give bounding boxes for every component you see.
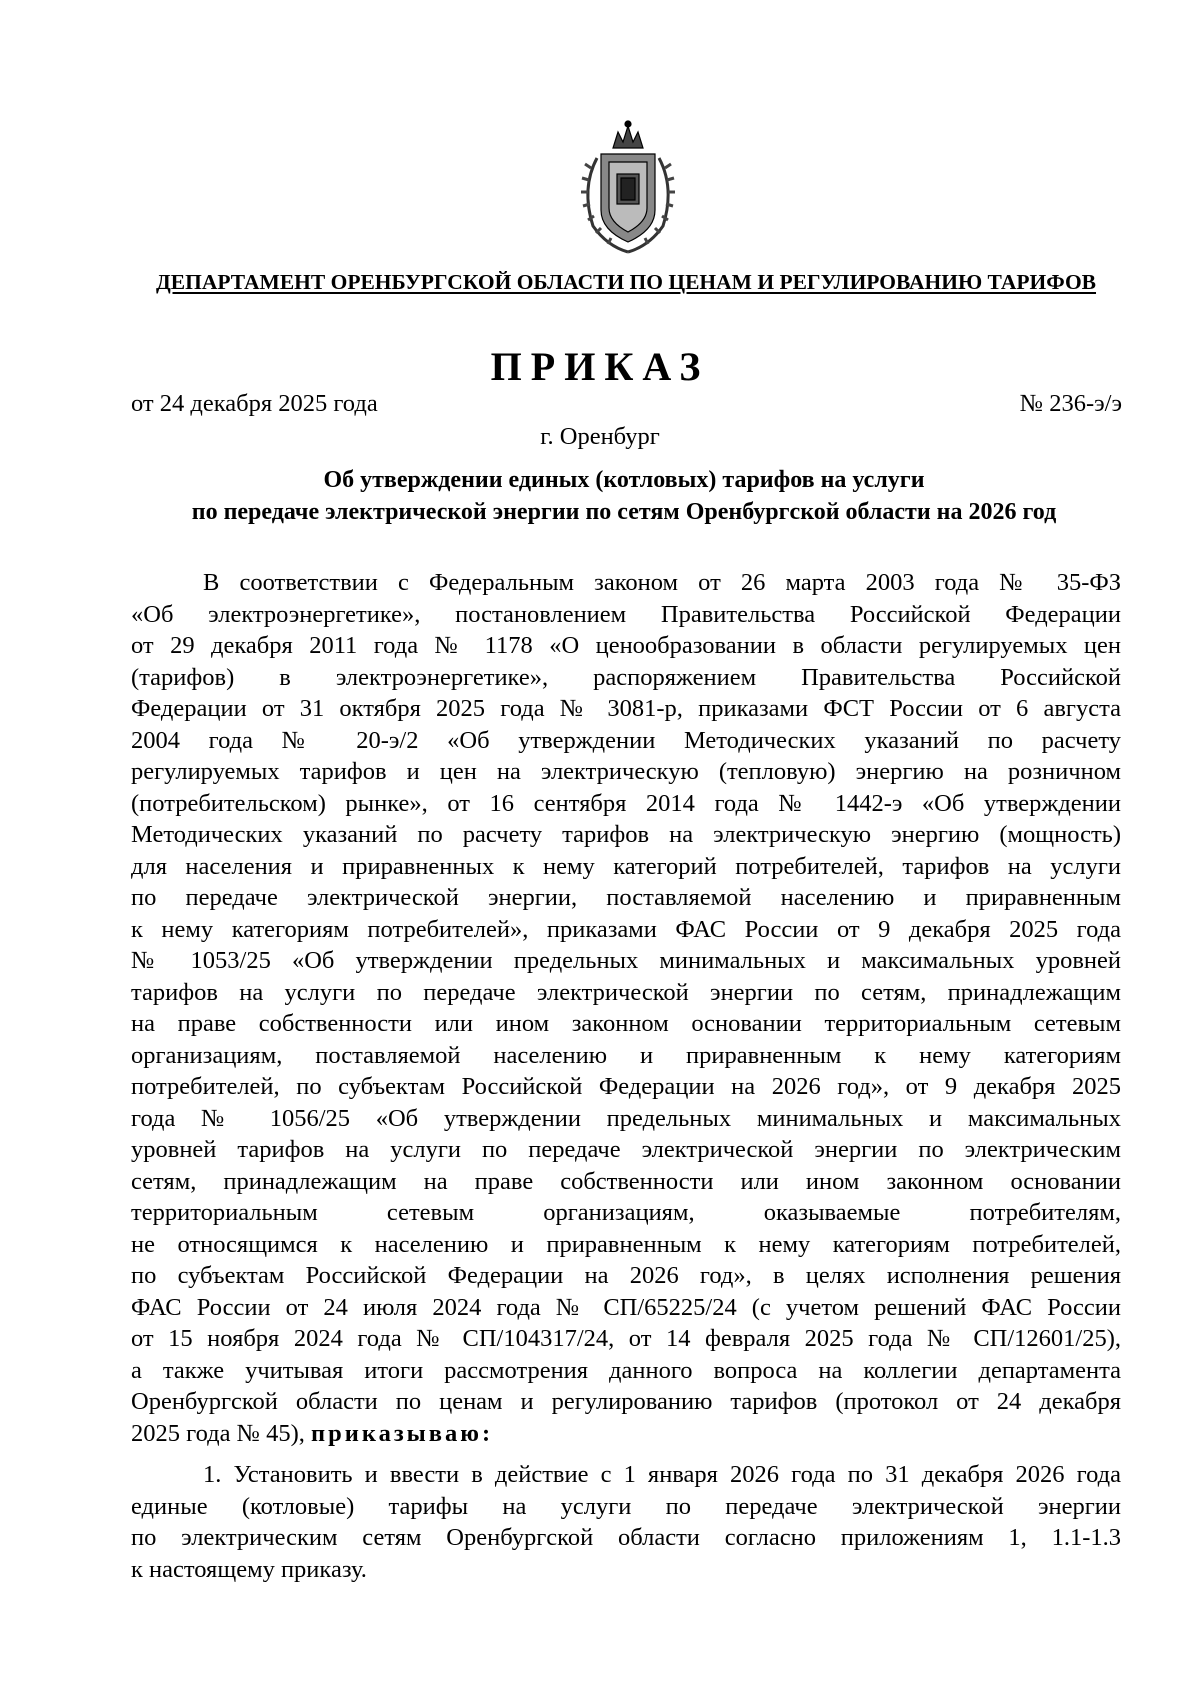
document-type-title: ПРИКАЗ: [490, 344, 710, 389]
text-line: от 29 декабря 2011 года № 1178 «О ценообразовании в области регулируемых цен: [131, 632, 1121, 659]
subject-line: Об утверждении единых (котловых) тарифов на услуги: [323, 467, 925, 493]
text-line: года № 1056/25 «Об утверждении предельных минимальных и максимальных: [131, 1104, 1121, 1132]
department-name: ДЕПАРТАМЕНТ ОРЕНБУРГСКОЙ ОБЛАСТИ ПО ЦЕНАМ И РЕГУЛИРОВАНИЮ ТАРИФОВ: [155, 270, 1097, 294]
text-line: Федерации от 31 октября 2025 года № 3081-р, приказами ФСТ России от 6 августа: [131, 695, 1121, 722]
text-line: 1. Установить и ввести в действие с 1 января 2026 года по 31 декабря 2026 года: [203, 1461, 1121, 1488]
text-line: по субъектам Российской Федерации на 2026 год», в целях исполнения решения: [131, 1262, 1121, 1289]
text-line: от 15 ноября 2024 года № СП/104317/24, от 14 февраля 2025 года № СП/12601/25),: [131, 1325, 1121, 1352]
document-date: от 24 декабря 2025 года: [131, 390, 378, 417]
text-line: 2004 года № 20-э/2 «Об утверждении Методических указаний по расчету: [131, 726, 1121, 754]
text-line: (потребительском) рынке», от 16 сентября 2014 года № 1442-э «Об утверждении: [131, 789, 1121, 817]
text-line: а также учитывая итоги рассмотрения данного вопроса на коллегии департамента: [131, 1356, 1121, 1384]
text-line: на праве собственности или ином законном основании территориальным сетевым: [131, 1010, 1121, 1037]
text-line: территориальным сетевым организациям, оказываемые потребителям,: [131, 1199, 1121, 1226]
text-line: регулируемых тарифов и цен на электрическую (тепловую) энергию на розничном: [131, 758, 1121, 785]
document-city: г. Оренбург: [540, 423, 660, 450]
text-line: для населения и приравненных к нему категорий потребителей, тарифов на услуги: [131, 852, 1121, 880]
paragraph-item-1: [131, 1459, 1121, 1585]
order-word: приказываю:: [310, 1419, 494, 1447]
text-line: ФАС России от 24 июля 2024 года № СП/65225/24 (с учетом решений ФАС России: [131, 1293, 1121, 1321]
text-line: к нему категориям потребителей», приказами ФАС России от 9 декабря 2025 года: [131, 915, 1121, 943]
subject-line: по передаче электрической энергии по сетям Оренбургской области на 2026 год: [191, 499, 1057, 525]
text-line: организациям, поставляемой населению и приравненным к нему категориям: [131, 1041, 1121, 1069]
text-line: В соответствии с Федеральным законом от 26 марта 2003 года № 35-ФЗ: [203, 569, 1121, 596]
text-line: [131, 1418, 1121, 1450]
text-line: по электрическим сетям Оренбургской области согласно приложениям 1, 1.1-1.3: [131, 1524, 1121, 1551]
coat-of-arms-emblem: [573, 118, 683, 260]
text-line: Методических указаний по расчету тарифов на электрическую энергию (мощность): [131, 821, 1121, 848]
text-line: «Об электроэнергетике», постановлением Правительства Российской Федерации: [131, 600, 1121, 628]
text-line: не относящимся к населению и приравненным к нему категориям потребителей,: [131, 1230, 1121, 1258]
paragraph-preamble: [131, 567, 1121, 1449]
document-body: [131, 567, 1121, 1585]
text-line: единые (котловые) тарифы на услуги по передаче электрической энергии: [131, 1492, 1121, 1520]
text-line: тарифов на услуги по передаче электрической энергии по сетям, принадлежащим: [131, 978, 1121, 1006]
text-line: уровней тарифов на услуги по передаче электрической энергии по электрическим: [131, 1136, 1121, 1163]
text-line: сетям, принадлежащим на праве собственности или ином законном основании: [131, 1167, 1121, 1195]
document-subject: [120, 464, 1128, 528]
text-line: № 1053/25 «Об утверждении предельных минимальных и максимальных уровней: [131, 947, 1121, 974]
text-line: (тарифов) в электроэнергетике», распоряжением Правительства Российской: [131, 663, 1121, 691]
text-line-prefix: 2025 года № 45),: [131, 1419, 311, 1447]
document-number: № 236-э/э: [1019, 390, 1122, 417]
text-line: Оренбургской области по ценам и регулированию тарифов (протокол от 24 декабря: [131, 1388, 1121, 1415]
text-line: по передаче электрической энергии, поставляемой населению и приравненным: [131, 884, 1121, 911]
text-line: к настоящему приказу.: [131, 1555, 367, 1583]
text-line: потребителей, по субъектам Российской Федерации на 2026 год», от 9 декабря 2025: [131, 1073, 1121, 1100]
